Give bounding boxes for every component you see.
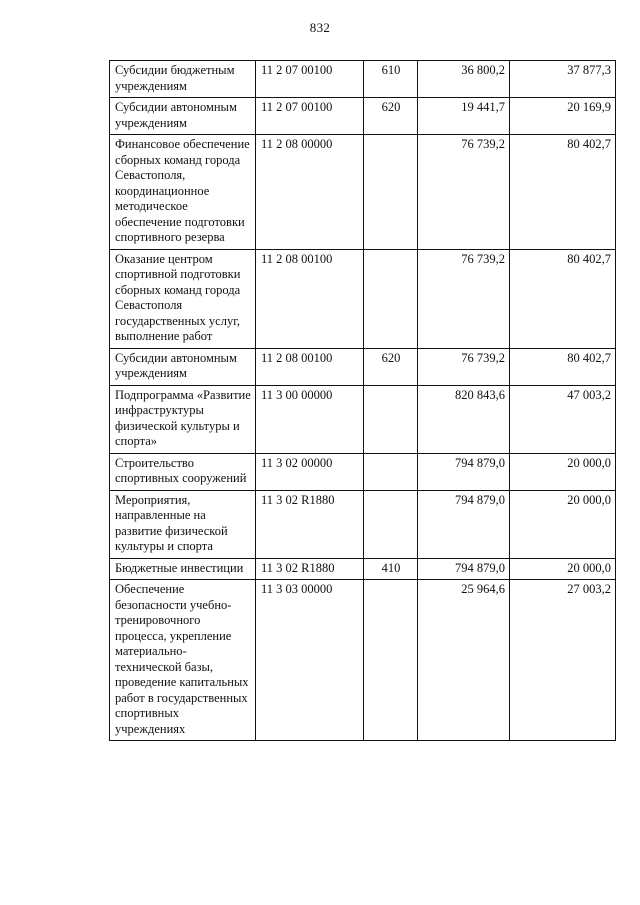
row-value-2: 27 003,2: [510, 580, 616, 741]
row-value-1: 36 800,2: [418, 61, 510, 98]
row-value-2: 20 000,0: [510, 453, 616, 490]
row-value-2: 80 402,7: [510, 249, 616, 348]
row-code: 11 3 02 R1880: [256, 490, 364, 558]
row-type: [364, 249, 418, 348]
row-name: Финансовое обеспечение сборных команд города Севастополя, координационное методическое обеспечение подготовки спортивного резерва: [110, 135, 256, 250]
row-value-1: 794 879,0: [418, 490, 510, 558]
row-type: [364, 385, 418, 453]
row-value-1: 76 739,2: [418, 135, 510, 250]
row-value-2: 20 000,0: [510, 490, 616, 558]
row-name: Субсидии автономным учреждениям: [110, 98, 256, 135]
row-type: [364, 490, 418, 558]
row-value-1: 820 843,6: [418, 385, 510, 453]
row-value-2: 47 003,2: [510, 385, 616, 453]
row-value-2: 37 877,3: [510, 61, 616, 98]
row-name: Субсидии автономным учреждениям: [110, 348, 256, 385]
table-row: [110, 580, 616, 741]
row-code: 11 3 02 R1880: [256, 558, 364, 580]
table-row: [110, 135, 616, 250]
table-row: [110, 348, 616, 385]
table-row: [110, 490, 616, 558]
row-value-1: 76 739,2: [418, 348, 510, 385]
table-row: [110, 98, 616, 135]
row-type: 610: [364, 61, 418, 98]
table-row: [110, 558, 616, 580]
budget-table: [109, 60, 616, 741]
row-name: Подпрограмма «Развитие инфраструктуры физической культуры и спорта»: [110, 385, 256, 453]
row-value-2: 20 169,9: [510, 98, 616, 135]
row-name: Бюджетные инвестиции: [110, 558, 256, 580]
row-value-1: 794 879,0: [418, 453, 510, 490]
row-code: 11 2 07 00100: [256, 61, 364, 98]
row-code: 11 2 08 00100: [256, 249, 364, 348]
table-row: [110, 453, 616, 490]
row-name: Обеспечение безопасности учебно-тренировочного процесса, укрепление материально-технической базы, проведение капитальных работ в государственных спортивных учреждениях: [110, 580, 256, 741]
row-type: [364, 580, 418, 741]
row-type: [364, 453, 418, 490]
row-name: Оказание центром спортивной подготовки сборных команд города Севастополя государственных услуг, выполнение работ: [110, 249, 256, 348]
row-value-2: 20 000,0: [510, 558, 616, 580]
row-type: 410: [364, 558, 418, 580]
row-code: 11 3 02 00000: [256, 453, 364, 490]
table-row: [110, 61, 616, 98]
row-type: 620: [364, 348, 418, 385]
row-code: 11 2 08 00000: [256, 135, 364, 250]
page-number: 832: [309, 20, 331, 35]
row-value-1: 19 441,7: [418, 98, 510, 135]
row-value-1: 76 739,2: [418, 249, 510, 348]
row-code: 11 2 08 00100: [256, 348, 364, 385]
row-type: 620: [364, 98, 418, 135]
row-code: 11 3 03 00000: [256, 580, 364, 741]
row-name: Мероприятия, направленные на развитие физической культуры и спорта: [110, 490, 256, 558]
row-value-2: 80 402,7: [510, 348, 616, 385]
row-code: 11 3 00 00000: [256, 385, 364, 453]
table-row: [110, 249, 616, 348]
row-value-2: 80 402,7: [510, 135, 616, 250]
row-name: Строительство спортивных сооружений: [110, 453, 256, 490]
row-value-1: 25 964,6: [418, 580, 510, 741]
table-row: [110, 385, 616, 453]
row-code: 11 2 07 00100: [256, 98, 364, 135]
row-name: Субсидии бюджетным учреждениям: [110, 61, 256, 98]
row-type: [364, 135, 418, 250]
row-value-1: 794 879,0: [418, 558, 510, 580]
